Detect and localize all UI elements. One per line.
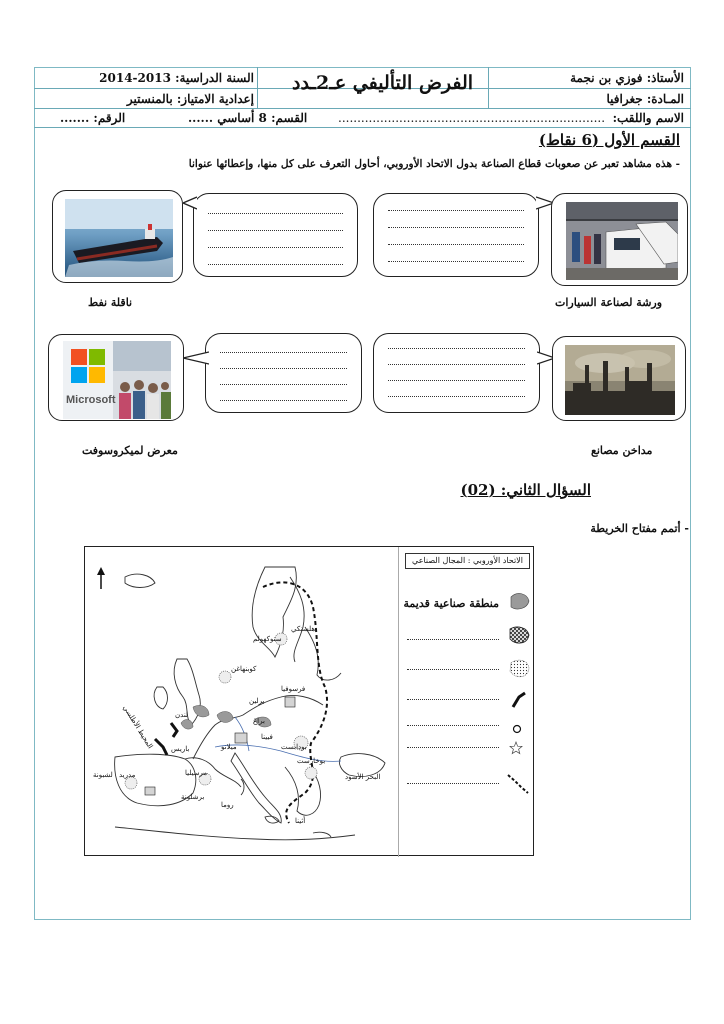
microsoft-photo [63,341,171,419]
smokestacks-photo [565,345,675,415]
header-col-divider [488,67,489,108]
smokestacks-frame [552,336,686,421]
label-marseille: مرسيليا [185,769,208,777]
bubble-tail [183,350,209,366]
label-london: لندن [175,711,189,719]
legend-blank-4[interactable] [407,725,499,726]
oil-tanker-frame [52,190,183,283]
legend-blank-3[interactable] [407,699,499,700]
legend-item-old-industrial: منطقة صناعية قديمة [403,597,499,610]
caption-smokestacks: مداخن مصانع [591,444,653,457]
label-copenhagen: كوبنهاغن [231,665,257,673]
answer-bubble-smokestacks[interactable] [373,333,540,413]
caption-oil-tanker: ناقلة نفط [88,296,133,309]
legend-symbol-circle [511,723,523,735]
school-year: السنة الدراسية: 2013-2014 [99,71,254,85]
label-warsaw: فرسوفيا [281,685,306,693]
section1-instruction: - هذه مشاهد تعبر عن صعوبات قطاع الصناعة بدول الاتحاد الأوروبي، أحاول التعرف على كل منها، وإعطائها عنوانا [188,158,680,170]
section2-title: السؤال الثاني: (02) [460,481,591,499]
label-stockholm: ستوكهولم [253,635,282,643]
oil-tanker-photo [65,199,173,277]
legend-blank-5[interactable] [407,747,499,748]
caption-car-factory: ورشة لصناعة السيارات [555,296,663,309]
europe-outline [85,547,398,857]
subject-name: المـادة: جغرافيا [606,92,684,106]
legend-symbol-axis [509,689,529,709]
label-madrid: مدريد [119,771,136,779]
answer-bubble-car-factory[interactable] [373,193,539,277]
header-divider [34,127,691,128]
car-factory-photo [566,202,678,280]
label-budapest: بودابست [281,743,307,751]
legend-blank-1[interactable] [407,639,499,640]
student-name-label: الاسم واللقب: [612,111,684,125]
label-paris: باريس [171,745,190,753]
class-label: القسم: 8 أساسي ...... [188,111,308,125]
label-milan: ميلانو [221,743,237,751]
student-name-dots[interactable]: ...................................................................... [338,111,606,125]
exam-title: الفرض التأليفي عـ2ـدد [292,72,474,94]
label-atlantic: المحيط الأطلسي [121,703,155,751]
section2-instruction: - أتمم مفتاح الخريطة [590,522,689,535]
bubble-tail [183,195,197,211]
legend-blank-6[interactable] [407,783,499,784]
legend-title: الاتحاد الأوروبي : المجال الصناعي [405,553,530,569]
label-berlin: برلين [249,697,265,705]
label-athens: أثينا [295,817,306,825]
car-factory-frame [551,193,688,286]
label-black-sea: البحر الأسود [345,773,381,781]
label-vienna: فيينا [261,733,273,741]
header-divider [34,108,691,109]
microsoft-logo-text: Microsoft [66,394,116,406]
number-label: الرقم: ....... [60,111,126,125]
legend-symbol-dotted [507,657,531,681]
label-bucharest: بوخارست [297,757,326,765]
legend-symbol-checked [507,625,531,647]
caption-microsoft: معرض لميكروسوفت [82,444,178,457]
europe-industry-map [84,546,534,856]
label-barcelona: برشلونة [181,793,205,801]
legend-symbol-star [509,741,523,755]
microsoft-frame [48,334,184,421]
answer-bubble-oil-tanker[interactable] [193,193,358,277]
label-helsinki: هلسنكي [291,625,316,633]
answer-bubble-microsoft[interactable] [205,333,362,413]
legend-blank-2[interactable] [407,669,499,670]
label-rome: روما [221,801,234,809]
section1-title: القسم الأول (6 نقاط) [538,131,680,149]
legend-symbol-eu-border [505,771,531,797]
header-col-divider [257,67,258,108]
label-prague: براغ [253,717,265,725]
label-lisbon: لشبونة [93,771,113,779]
legend-symbol-grey [507,591,531,613]
school-name: إعدادية الامتياز: بالمنستير [126,92,254,106]
teacher-name: الأستاذ: فوزي بن نجمة [570,71,684,85]
map-legend [398,547,535,857]
